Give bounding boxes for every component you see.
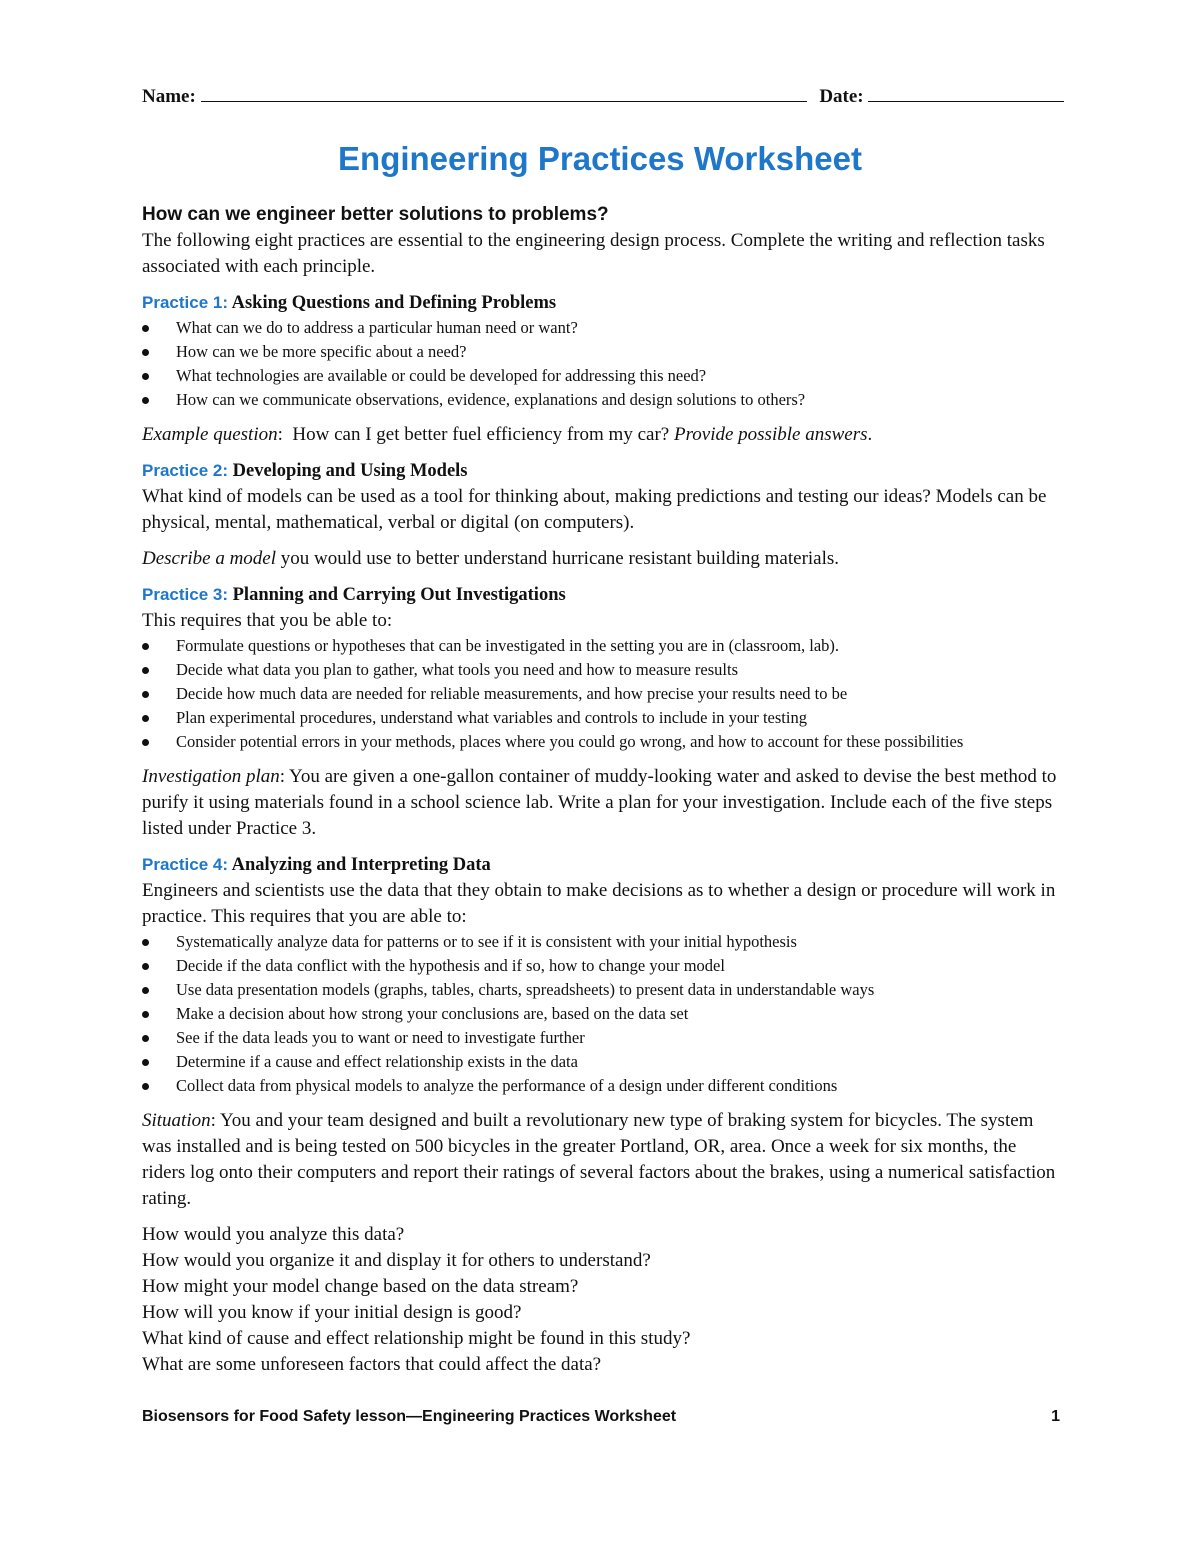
question-line: How might your model change based on the data stream?	[142, 1276, 579, 1297]
page-number: 1	[1051, 1408, 1060, 1425]
list-item: How can we be more specific about a need?	[142, 340, 1062, 364]
bullet-icon	[142, 397, 149, 404]
bullet-icon	[142, 349, 149, 356]
list-item: Systematically analyze data for patterns or to see if it is consistent with your initial hypothesis	[142, 930, 1062, 954]
question-line: How would you analyze this data?	[142, 1224, 405, 1245]
example-tail: Provide possible answers	[673, 424, 868, 445]
list-item: What can we do to address a particular human need or want?	[142, 316, 1062, 340]
page-title: Engineering Practices Worksheet	[338, 140, 862, 177]
practice-4-lead: Engineers and scientists use the data that they obtain to make decisions as to whether a design or procedure will work in practice. This requires that you are able to:	[142, 880, 1056, 927]
bullet-icon	[142, 1035, 149, 1042]
list-item: How can we communicate observations, evidence, explanations and design solutions to others?	[142, 388, 1062, 412]
bullet-icon	[142, 1011, 149, 1018]
bullet-icon	[142, 691, 149, 698]
bullet-icon	[142, 739, 149, 746]
task-label: Investigation plan	[142, 766, 280, 787]
practice-4-bullets	[142, 930, 1062, 1098]
name-date-line	[142, 84, 1060, 110]
list-item: Collect data from physical models to analyze the performance of a design under different conditions	[142, 1074, 1062, 1098]
example-label: Example question	[142, 424, 278, 445]
practice-4-title: Analyzing and Interpreting Data	[231, 855, 491, 875]
task-text: : You are given a one-gallon container of muddy-looking water and asked to devise the best method to purify it using materials found in a school science lab. Write a plan for your investigation. Include each of the five steps listed under Practice 3.	[142, 766, 1057, 839]
practice-1-label: Practice 1:	[142, 293, 228, 312]
practice-1-title: Asking Questions and Defining Problems	[231, 293, 557, 313]
list-item: Make a decision about how strong your conclusions are, based on the data set	[142, 1002, 1062, 1026]
bullet-icon	[142, 939, 149, 946]
bullet-icon	[142, 987, 149, 994]
practice-3-heading	[142, 582, 1062, 608]
bullet-icon	[142, 715, 149, 722]
question-line: How would you organize it and display it for others to understand?	[142, 1250, 651, 1271]
bullet-icon	[142, 325, 149, 332]
intro-text: The following eight practices are essential to the engineering design process. Complete the writing and reflection tasks associated with each principle.	[142, 230, 1045, 277]
bullet-icon	[142, 643, 149, 650]
list-item: Decide what data you plan to gather, what tools you need and how to measure results	[142, 658, 1062, 682]
list-item: Formulate questions or hypotheses that can be investigated in the setting you are in (classroom, lab).	[142, 634, 1062, 658]
practice-3-bullets	[142, 634, 1062, 754]
practice-2-label: Practice 2:	[142, 461, 228, 480]
question-line: How will you know if your initial design is good?	[142, 1302, 522, 1323]
practice-2-heading	[142, 458, 1062, 484]
practice-3-task	[142, 764, 1062, 842]
practice-1-example: Example question: How can I get better fuel efficiency from my car? Provide possible answers.	[142, 424, 873, 445]
situation-label: Situation	[142, 1110, 211, 1131]
date-blank[interactable]	[868, 84, 1064, 102]
footer-text: Biosensors for Food Safety lesson—Engineering Practices Worksheet	[142, 1408, 677, 1425]
practice-4-label: Practice 4:	[142, 855, 228, 874]
practice-4-heading	[142, 852, 1062, 878]
date-label: Date:	[819, 86, 864, 107]
list-item: Decide if the data conflict with the hypothesis and if so, how to change your model	[142, 954, 1062, 978]
page-footer	[142, 1408, 1060, 1432]
list-item: Plan experimental procedures, understand what variables and controls to include in your testing	[142, 706, 1062, 730]
worksheet-content	[142, 202, 1062, 1378]
practice-1-heading	[142, 290, 1062, 316]
bullet-icon	[142, 1059, 149, 1066]
question-line: What are some unforeseen factors that could affect the data?	[142, 1354, 602, 1375]
list-item: Determine if a cause and effect relationship exists in the data	[142, 1050, 1062, 1074]
example-text: : How can I get better fuel efficiency from my car?	[277, 424, 674, 445]
question-line: What kind of cause and effect relationship might be found in this study?	[142, 1328, 691, 1349]
bullet-icon	[142, 963, 149, 970]
situation-text: : You and your team designed and built a revolutionary new type of braking system for bicycles. The system was installed and is being tested on 500 bicycles in the greater Portland, OR, area. Once a week for six months, the riders log onto their computers and report their ratings of several factors about the brakes, using a numerical satisfaction rating.	[142, 1110, 1056, 1209]
name-label: Name:	[142, 86, 196, 107]
name-blank[interactable]	[201, 84, 807, 102]
list-item: Decide how much data are needed for reliable measurements, and how precise your results need to be	[142, 682, 1062, 706]
intro-question: How can we engineer better solutions to problems?	[142, 204, 609, 225]
practice-4-situation	[142, 1108, 1062, 1212]
bullet-icon	[142, 373, 149, 380]
practice-3-lead: This requires that you be able to:	[142, 610, 393, 631]
bullet-icon	[142, 1083, 149, 1090]
list-item: Use data presentation models (graphs, tables, charts, spreadsheets) to present data in understandable ways	[142, 978, 1062, 1002]
list-item: See if the data leads you to want or need to investigate further	[142, 1026, 1062, 1050]
practice-3-label: Practice 3:	[142, 585, 228, 604]
practice-2-task	[142, 546, 1062, 572]
list-item: Consider potential errors in your methods, places where you could go wrong, and how to account for these possibilities	[142, 730, 1062, 754]
list-item: What technologies are available or could be developed for addressing this need?	[142, 364, 1062, 388]
practice-3-title: Planning and Carrying Out Investigations	[232, 585, 566, 605]
task-label: Describe a model	[142, 548, 277, 569]
bullet-icon	[142, 667, 149, 674]
practice-1-bullets	[142, 316, 1062, 412]
practice-2-text: What kind of models can be used as a tool for thinking about, making predictions and testing our ideas? Models can be physical, mental, mathematical, verbal or digital (on computers).	[142, 486, 1047, 533]
practice-2-title: Developing and Using Models	[232, 461, 468, 481]
task-text: you would use to better understand hurricane resistant building materials.	[276, 548, 840, 569]
